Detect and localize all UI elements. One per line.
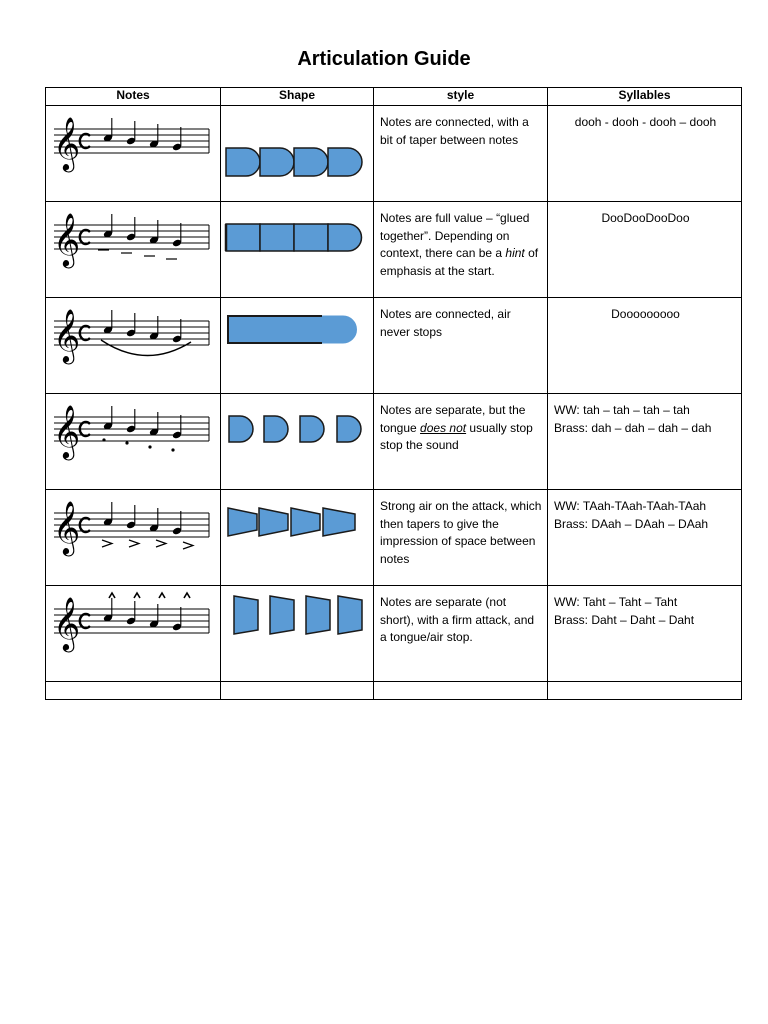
notes-cell xyxy=(46,394,221,490)
table-row xyxy=(46,490,742,586)
style-hint-word: hint xyxy=(505,246,525,260)
empty-cell xyxy=(548,682,742,700)
style-cell: Strong air on the attack, which then tapers to give the impression of space between notes xyxy=(374,490,548,586)
style-text: usually stop stop the sound xyxy=(380,420,533,452)
syllables-cell xyxy=(548,298,742,394)
style-cell: Notes are connected, with a bit of taper between notes xyxy=(374,106,548,202)
notes-cell xyxy=(46,202,221,298)
table-header-row xyxy=(46,88,742,106)
empty-cell xyxy=(221,682,374,700)
shape-rounded-connected-image xyxy=(221,106,374,193)
table-row xyxy=(46,298,742,394)
quarter-note-icon xyxy=(103,214,113,238)
quarter-note-icon xyxy=(103,310,113,334)
treble-clef-icon: 𝄞 xyxy=(53,116,81,170)
shape-firm-image xyxy=(221,586,374,673)
quarter-note-icon xyxy=(103,502,113,526)
empty-cell xyxy=(46,682,221,700)
table-row-empty xyxy=(46,682,742,700)
quarter-note-icon xyxy=(126,601,136,625)
style-cell xyxy=(374,202,548,298)
syllables-cell xyxy=(548,586,742,682)
style-text: Notes are full value – “glued together”. Depending on context, there can be a xyxy=(380,211,530,260)
quarter-note-icon xyxy=(126,505,136,529)
quarter-note-icon xyxy=(126,121,136,145)
syllable-line-brass: Brass: Daht – Daht – Daht xyxy=(554,612,695,627)
style-emphasis-phrase: does not xyxy=(420,420,467,435)
notation-marcato-image xyxy=(46,586,221,673)
notation-slur-image xyxy=(46,298,221,385)
quarter-note-icon xyxy=(149,220,159,244)
empty-cell xyxy=(374,682,548,700)
notes-cell xyxy=(46,298,221,394)
table-row xyxy=(46,394,742,490)
quarter-note-icon xyxy=(172,511,182,535)
syllables-cell xyxy=(548,394,742,490)
quarter-note-icon xyxy=(126,217,136,241)
shape-cell xyxy=(221,106,374,202)
header-style: style xyxy=(374,88,548,106)
quarter-note-icon xyxy=(103,406,113,430)
quarter-note-icon xyxy=(103,598,113,622)
quarter-note-icon xyxy=(149,412,159,436)
style-cell xyxy=(374,394,548,490)
shape-cell xyxy=(221,202,374,298)
syllable-line-ww: WW: TAah-TAah-TAah-TAah xyxy=(554,499,707,513)
header-notes: Notes xyxy=(46,88,221,106)
header-shape: Shape xyxy=(221,88,374,106)
quarter-note-icon xyxy=(149,316,159,340)
table-row xyxy=(46,586,742,682)
quarter-note-icon xyxy=(126,313,136,337)
style-cell: Notes are connected, air never stops xyxy=(374,298,548,394)
shape-taper-image xyxy=(221,490,374,577)
shape-rounded-separate-image xyxy=(221,394,374,481)
syllable-line: DooDooDooDoo xyxy=(601,211,690,225)
syllable-line-ww: WW: Taht – Taht – Taht xyxy=(554,595,678,609)
quarter-note-icon xyxy=(103,118,113,142)
quarter-note-icon xyxy=(149,124,159,148)
quarter-note-icon xyxy=(172,607,182,631)
treble-clef-icon: 𝄞 xyxy=(53,404,81,458)
shape-cell xyxy=(221,586,374,682)
quarter-note-icon xyxy=(172,319,182,343)
notes-cell xyxy=(46,490,221,586)
quarter-note-icon xyxy=(172,415,182,439)
header-syllables: Syllables xyxy=(548,88,742,106)
shape-cell xyxy=(221,298,374,394)
syllable-line-ww: WW: tah – tah – tah – tah xyxy=(554,403,690,417)
quarter-note-icon xyxy=(172,127,182,151)
syllable-line-brass: Brass: DAah – DAah – DAah xyxy=(554,516,709,531)
syllable-line: dooh - dooh - dooh – dooh xyxy=(574,115,717,129)
treble-clef-icon: 𝄞 xyxy=(53,212,81,266)
shape-cell xyxy=(221,394,374,490)
shape-cell xyxy=(221,490,374,586)
style-text: of emphasis at the start. xyxy=(380,246,539,278)
style-text: Notes are separate, but the tongue xyxy=(380,403,526,435)
notation-plain-image xyxy=(46,106,221,193)
syllables-cell xyxy=(548,106,742,202)
table-row xyxy=(46,202,742,298)
shape-long-bar-image xyxy=(221,298,374,385)
treble-clef-icon: 𝄞 xyxy=(53,308,81,362)
table-row xyxy=(46,106,742,202)
articulation-table xyxy=(45,87,742,700)
notes-cell xyxy=(46,586,221,682)
quarter-note-icon xyxy=(149,604,159,628)
syllable-line: Dooooooooo xyxy=(611,307,680,321)
page-title: Articulation Guide xyxy=(297,48,471,70)
treble-clef-icon: 𝄞 xyxy=(53,596,81,650)
notation-tenuto-image xyxy=(46,202,221,289)
style-cell: Notes are separate (not short), with a firm attack, and a tongue/air stop. xyxy=(374,586,548,682)
notation-accent-image xyxy=(46,490,221,577)
quarter-note-icon xyxy=(126,409,136,433)
syllable-line-brass: Brass: dah – dah – dah – dah xyxy=(554,420,712,435)
syllables-cell xyxy=(548,490,742,586)
quarter-note-icon xyxy=(172,223,182,247)
notation-staccato-image xyxy=(46,394,221,481)
shape-square-connected-image xyxy=(221,202,374,289)
treble-clef-icon: 𝄞 xyxy=(53,500,81,554)
quarter-note-icon xyxy=(149,508,159,532)
notes-cell xyxy=(46,106,221,202)
syllables-cell xyxy=(548,202,742,298)
